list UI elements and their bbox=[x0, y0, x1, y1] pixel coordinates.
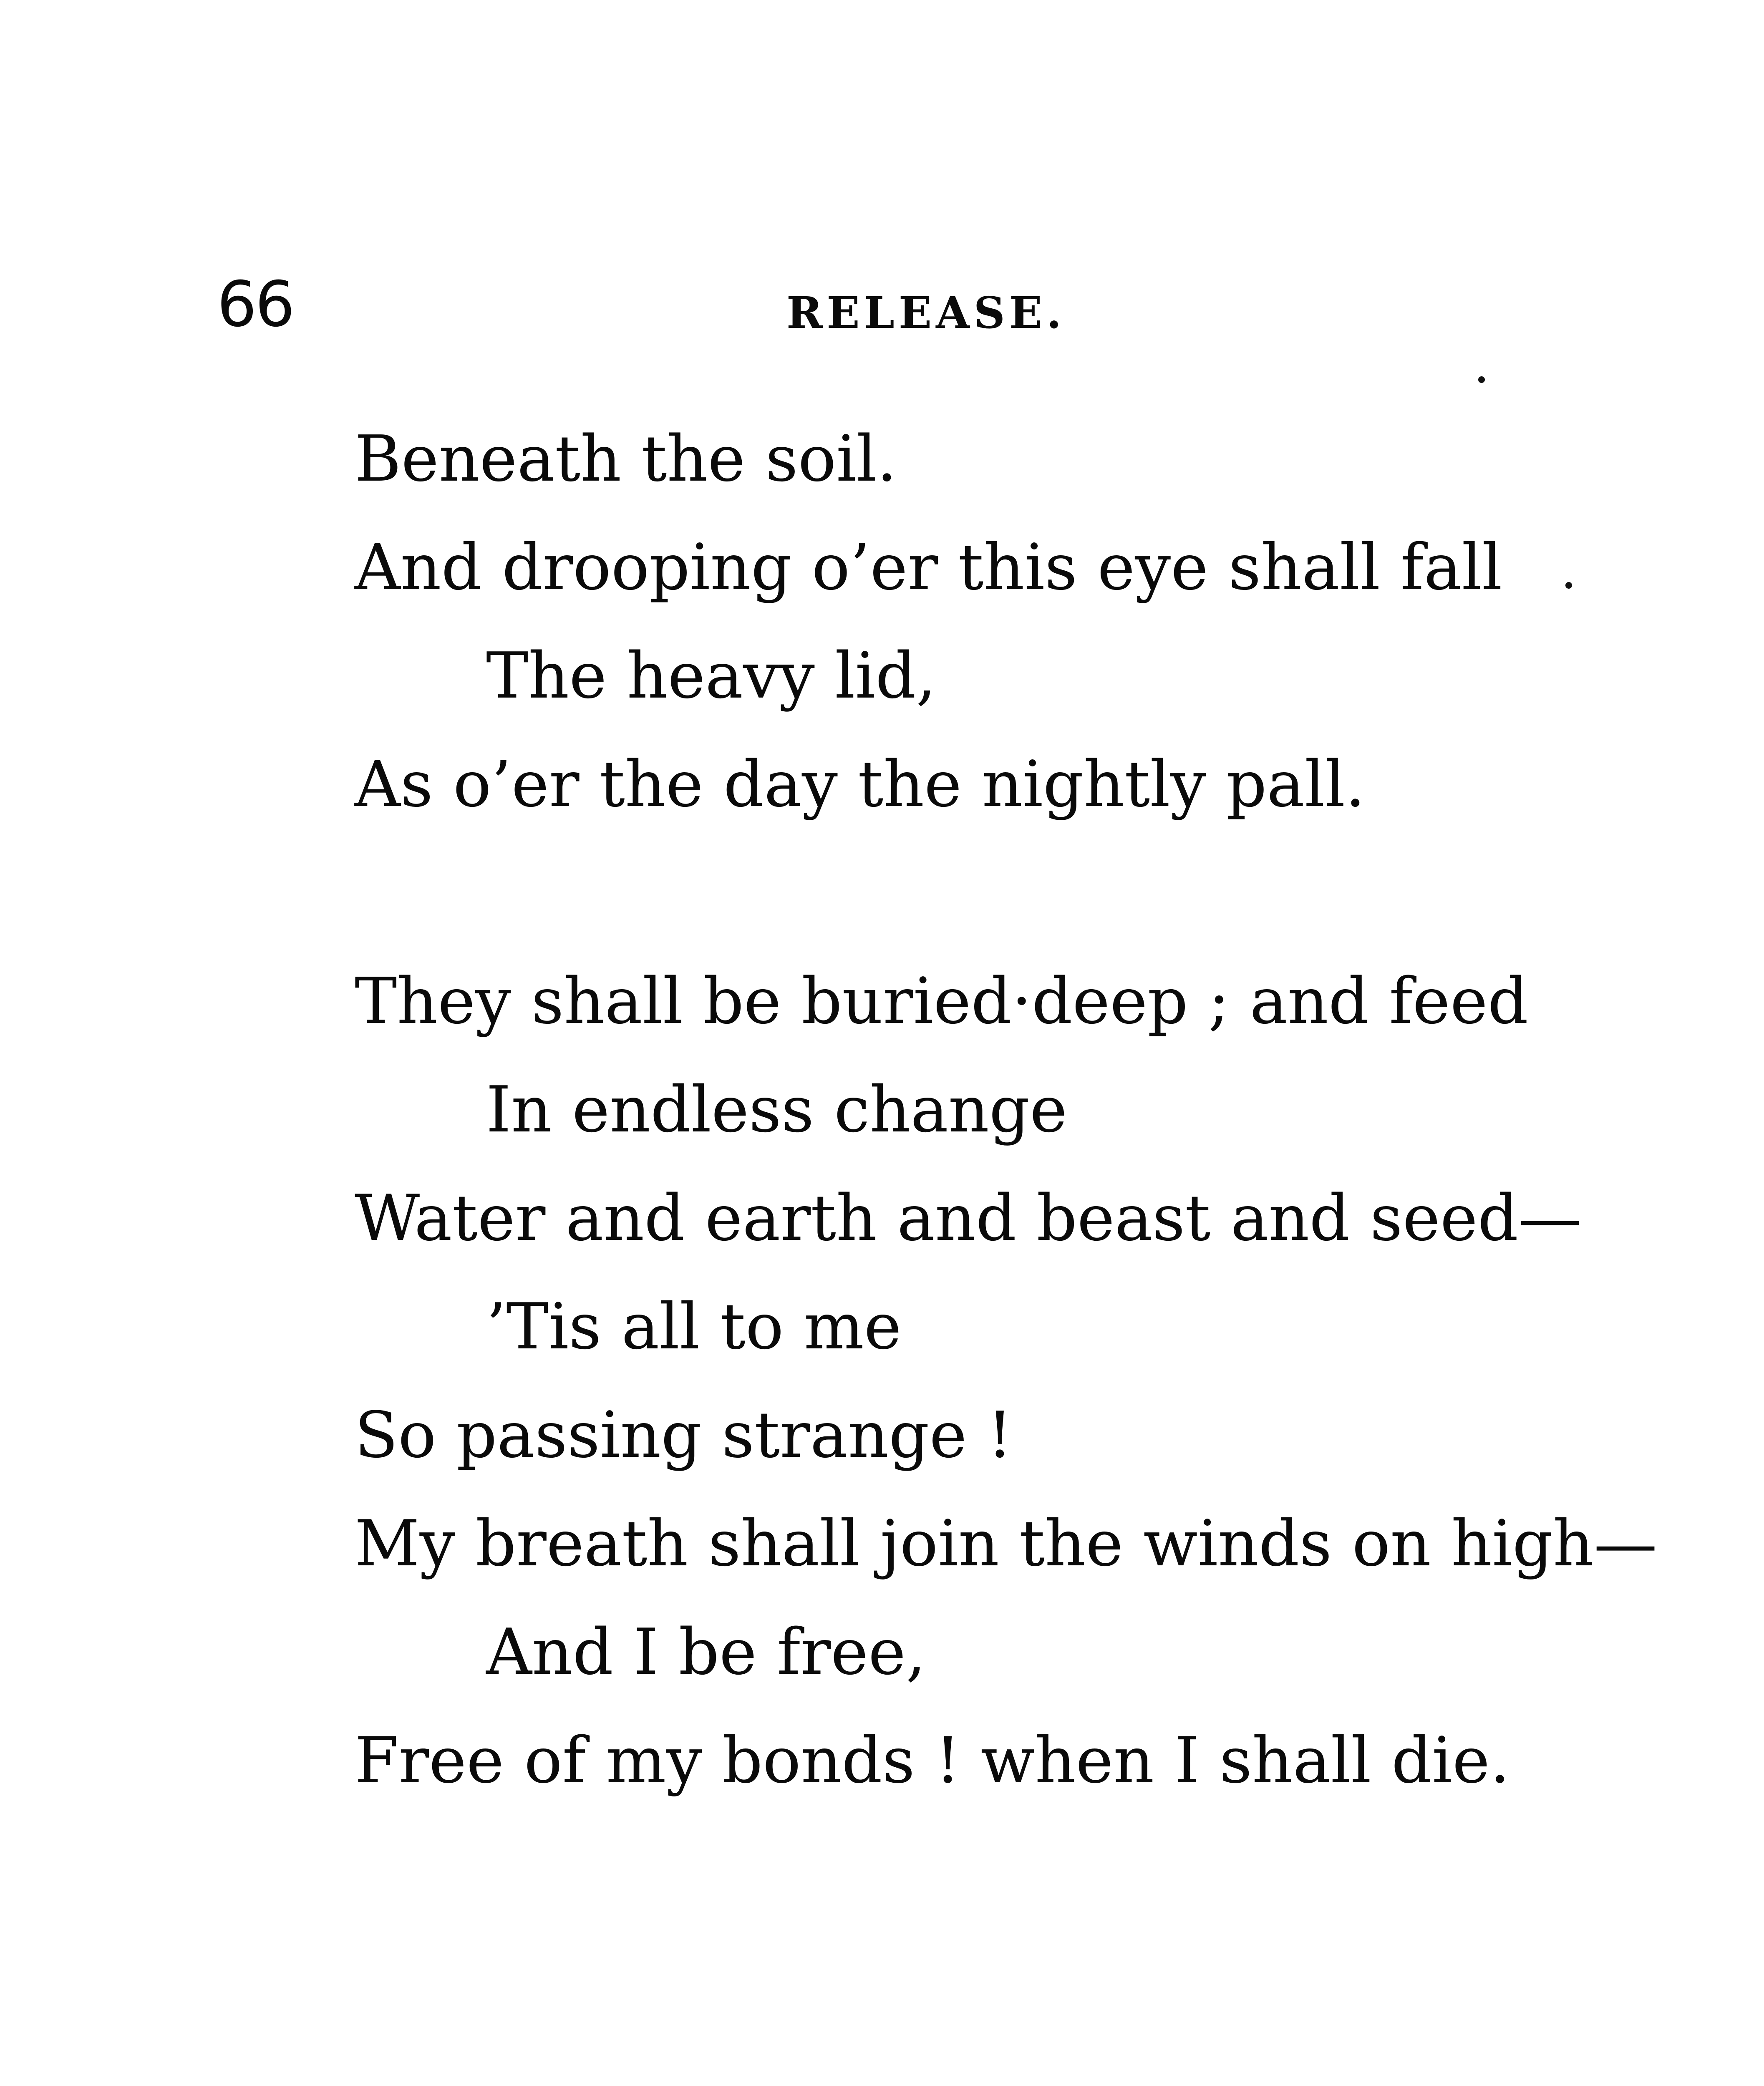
poem-line: ’Tis all to me bbox=[486, 1290, 902, 1363]
poem-line: In endless change bbox=[486, 1073, 1068, 1146]
poem-body bbox=[355, 0, 1658, 1877]
page-number: 66 bbox=[217, 268, 293, 341]
poem-line: My breath shall join the winds on high— bbox=[355, 1507, 1658, 1580]
poem-line: Free of my bonds ! when I shall die. bbox=[355, 1723, 1510, 1797]
poem-line: So passing strange ! bbox=[355, 1398, 1013, 1472]
poem-line: Water and earth and beast and seed— bbox=[355, 1181, 1582, 1255]
poem-line: And drooping o’er this eye shall fall bbox=[355, 530, 1502, 604]
poem-line: And I be free, bbox=[486, 1615, 926, 1689]
running-title: RELEASE. bbox=[786, 287, 1066, 338]
poem-line: They shall be buried·deep ; and feed bbox=[355, 964, 1529, 1038]
poem-line: As o’er the day the nightly pall. bbox=[355, 747, 1366, 821]
poem-line: Beneath the soil. bbox=[355, 422, 897, 496]
poem-line: The heavy lid, bbox=[486, 639, 936, 713]
